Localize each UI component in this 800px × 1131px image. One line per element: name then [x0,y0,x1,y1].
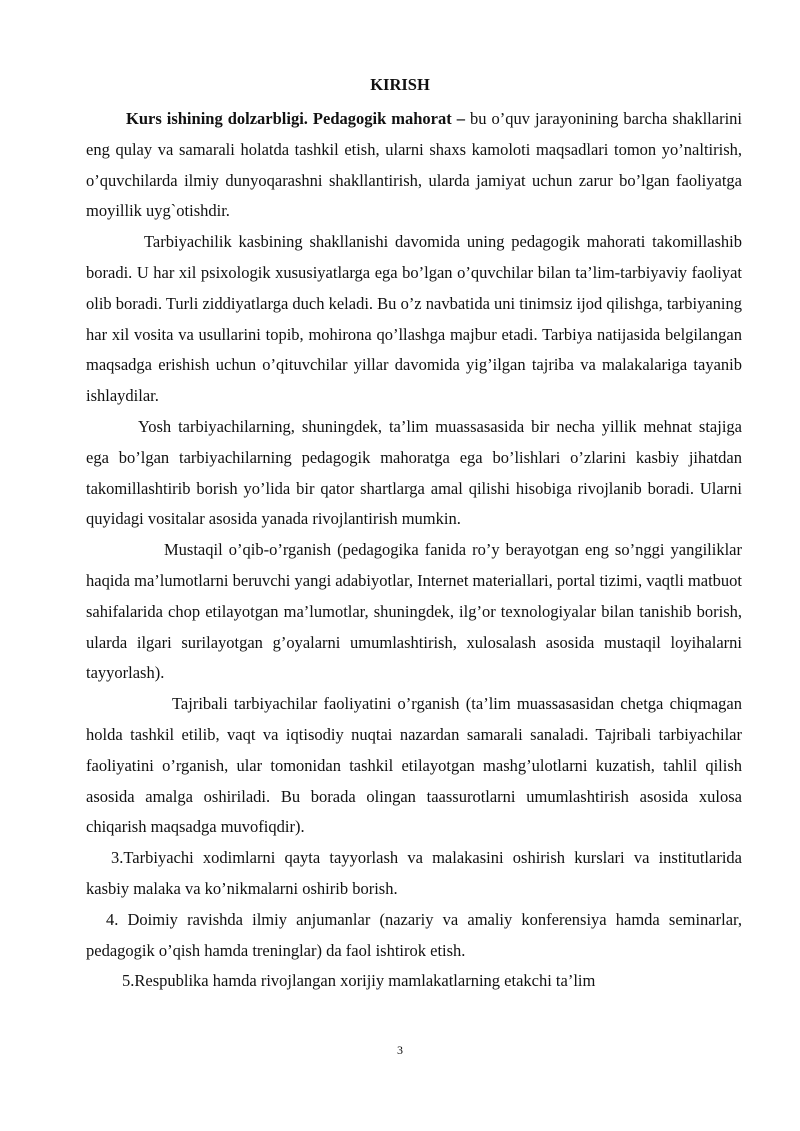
page-number: 3 [397,1043,403,1057]
page-heading: KIRISH [370,75,430,94]
paragraph-text: bu o’quv jarayonining barcha shakllarini eng qulay va samarali holatda tashkil etish, ularni shaxs kamoloti maqsadlari tomon yo’naltirish, o’quvchilarda ilmiy dunyoqarashni shakllantirish, ularda jamiyat uchun zarur bo’lgan faoliyatga moyillik uyg`otishdir. [86,109,742,221]
paragraph-relevance [86,104,742,227]
paragraph-experienced-educators: Tajribali tarbiyachilar faoliyatini o’rganish (ta’lim muassasasidan chetga chiqmagan holda tashkil etilib, vaqt va iqtisodiy nuqtai nazardan samarali sanaladi. Tajribali tarbiyachilar faoliyatini o’rganish, ular tomonidan tashkil etilayotgan mashg’ulotlarni kuzatish, tahlil qilish asosida amalga oshiriladi. Bu borada olingan taassurotlarni umumlashtirish asosida xulosa chiqarish maqsadga muvofiqdir). [86,694,742,837]
list-item-5: 5.Respublika hamda rivojlangan xorijiy mamlakatlarning etakchi ta’lim [122,971,596,991]
paragraph-self-study: Mustaqil o’qib-o’rganish (pedagogika fanida ro’y berayotgan eng so’nggi yangiliklar haqida ma’lumotlarni beruvchi yangi adabiyotlar, Internet materiallari, portal tizimi, vaqtli matbuot sahifalarida chop etilayotgan ma’lumotlar, shuningdek, ilg’or texnologiyalar bilan tanishib borish, ularda ilgari surilayotgan g’oyalarni umumlashtirish, xulosalash asosida mustaqil loyihalarni tayyorlash). [86,540,742,683]
paragraph-young-educators: Yosh tarbiyachilarning, shuningdek, ta’lim muassasasida bir necha yillik mehnat stajiga ega bo’lgan tarbiyachilarning pedagogik mahoratga ega bo’lishlari o’zlarini kasbiy jihatdan takomillashtirib borish yo’lida bir qator shartlarga amal qilishi hisobiga rivojlanib boradi. Ularni quyidagi vositalar asosida yanada rivojlantirish mumkin. [86,416,742,529]
paragraph-lead: Kurs ishining dolzarbligi. Pedagogik mahorat – [126,109,465,128]
list-item-4: 4. Doimiy ravishda ilmiy anjumanlar (nazariy va amaliy konferensiya hamda seminarlar, pedagogik o’qish hamda treninglar) da faol ishtirok etish. [86,909,742,960]
list-item-3: 3.Tarbiyachi xodimlarni qayta tayyorlash va malakasini oshirish kurslari va institutlarida kasbiy malaka va ko’nikmalarni oshirib borish. [86,848,742,898]
paragraph-profession: Tarbiyachilik kasbining shakllanishi davomida uning pedagogik mahorati takomillashib boradi. U har xil psixologik xususiyatlarga ega bo’lgan o’quvchilar bilan ta’lim-tarbiyaviy faoliyat olib boradi. Turli ziddiyatlarga duch keladi. Bu o’z navbatida uni tinimsiz ijod qilishga, tarbiyaning har xil vosita va usullarini topib, mohirona qo’llashga majbur etadi. Tarbiya natijasida belgilangan maqsadga erishish uchun o’qituvchilar yillar davomida yig’ilgan tajriba va malakalariga tayanib ishlaydilar. [86,232,742,406]
document-body [86,104,742,997]
